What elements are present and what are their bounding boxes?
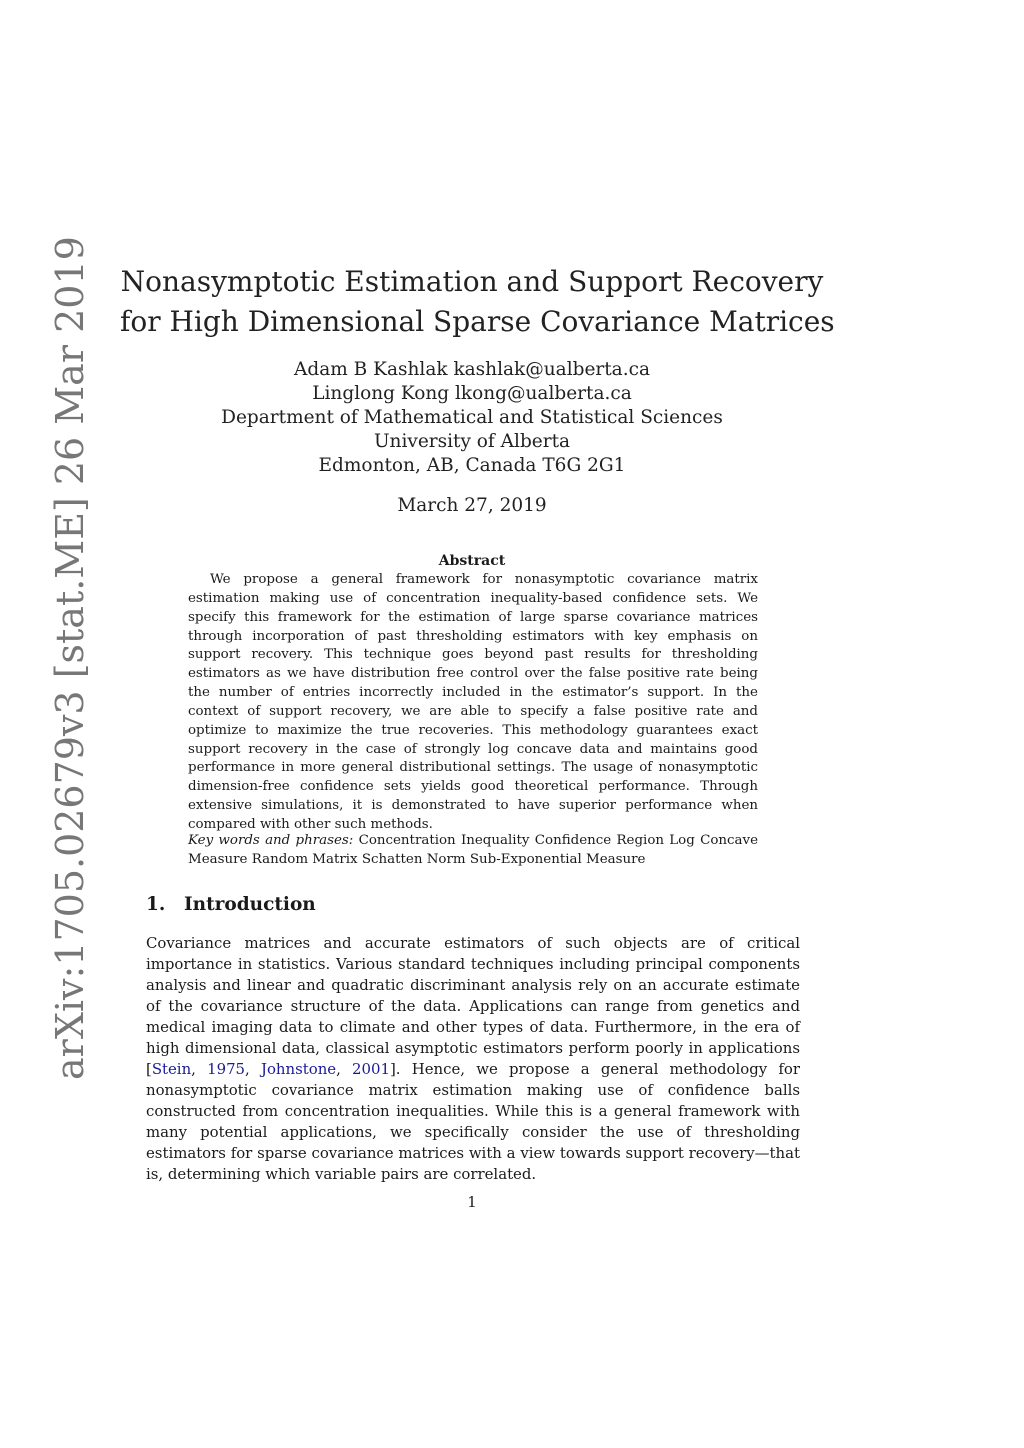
keywords xyxy=(188,831,758,869)
keywords-label: Key words and phrases: xyxy=(188,833,354,848)
author-1: Adam B Kashlak kashlak@ualberta.ca xyxy=(294,359,650,380)
intro-text-before: Covariance matrices and accurate estimators of such objects are of critical importance in statistics. Various standard techniques including principal components analysis and linear and quadratic discriminant analysis rely on an accurate estimate of the covariance structure of the data. Applications can range from genetics and medical imaging data to climate and other types of data. Furthermore, in the era of high dimensional data, classical asymptotic estimators perform poorly in applications xyxy=(146,934,800,1057)
citation-link-johnstone[interactable]: Johnstone xyxy=(260,1060,337,1078)
cite-close-bracket: ] xyxy=(389,1060,396,1078)
page-number: 1 xyxy=(467,1193,477,1211)
author-2: Linglong Kong lkong@ualberta.ca xyxy=(312,383,632,404)
author-block xyxy=(160,358,784,478)
university: University of Alberta xyxy=(373,431,571,452)
section-title: Introduction xyxy=(184,894,316,915)
citation-link-johnstone-year[interactable]: 2001 xyxy=(352,1060,390,1078)
cite-separator: , xyxy=(336,1060,353,1078)
paper-date: March 27, 2019 xyxy=(397,495,547,516)
arxiv-identifier: arXiv:1705.02679v3 [stat.ME] 26 Mar 2019 xyxy=(48,236,92,1080)
abstract-heading: Abstract xyxy=(438,553,506,569)
paper-title xyxy=(120,262,835,342)
section-number: 1. xyxy=(146,894,166,915)
address: Edmonton, AB, Canada T6G 2G1 xyxy=(318,455,626,476)
cite-open-bracket: [ xyxy=(146,1060,152,1078)
title-line-2: for High Dimensional Sparse Covariance Matrices xyxy=(120,305,835,338)
citation-link-stein[interactable]: Stein xyxy=(151,1060,192,1078)
keywords-text: Concentration Inequality Confidence Region Log Concave Measure Random Matrix Schatten Norm Sub-Exponential Measure xyxy=(188,833,758,867)
intro-text-after: . Hence, we propose a general methodology for nonasymptotic covariance matrix estimation making use of confidence balls constructed from concentration inequalities. While this is a general framework with many potential applications, we specifically consider the use of thresholding estimators for sparse covariance matrices with a view towards support recovery—that is, determining which variable pairs are correlated. xyxy=(146,1060,801,1183)
intro-paragraph xyxy=(146,933,800,1185)
cite-separator: , xyxy=(245,1060,261,1078)
section-heading xyxy=(146,893,546,917)
cite-separator: , xyxy=(191,1060,208,1078)
abstract-text: We propose a general framework for nonasymptotic covariance matrix estimation making use of concentration inequality-based confidence sets. We specify this framework for the estimation of large sparse covariance matrices through incorporation of past thresholding estimators with key emphasis on support recovery. This technique goes beyond past results for thresholding estimators as we have distribution free control over the false positive rate being the number of entries incorrectly included in the estimator’s support. In the context of support recovery, we are able to specify a false positive rate and optimize to maximize the true recoveries. This methodology guarantees exact support recovery in the case of strongly log concave data and maintains good performance in more general distributional settings. The usage of nonasymptotic dimension-free confidence sets yields good theoretical performance. Through extensive simulations, it is demonstrated to have superior performance when compared with other such methods. xyxy=(188,572,758,832)
department: Department of Mathematical and Statistical Sciences xyxy=(221,407,723,428)
citation-link-stein-year[interactable]: 1975 xyxy=(207,1060,246,1078)
title-line-1: Nonasymptotic Estimation and Support Recovery xyxy=(120,265,824,298)
